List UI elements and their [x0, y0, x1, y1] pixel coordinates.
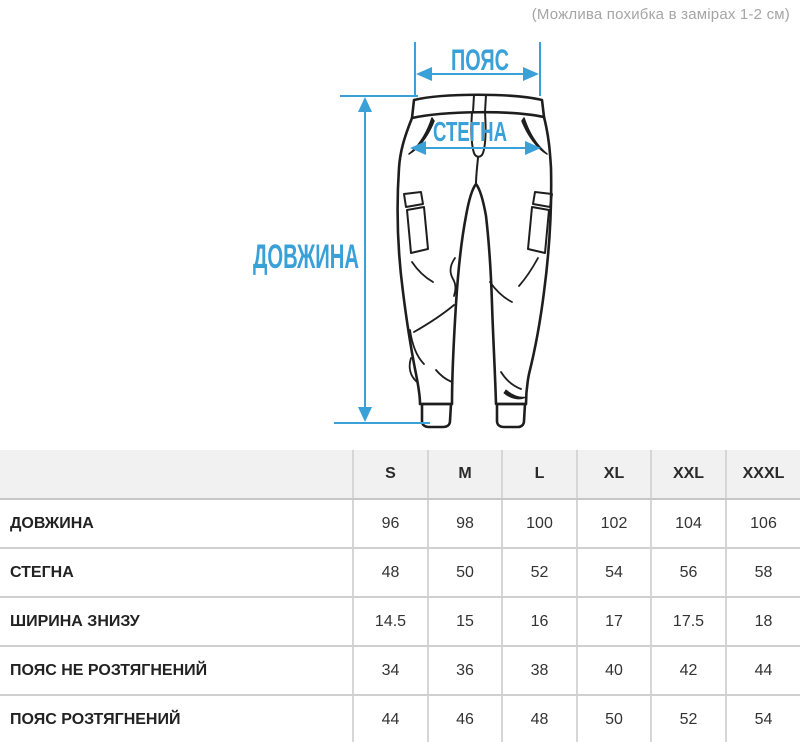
pants-right-cuff [497, 404, 525, 427]
table-row-waist-unstretched [0, 646, 800, 695]
pants-waistband [412, 95, 544, 118]
table-row-hips [0, 548, 800, 597]
value-cell: 36 [428, 646, 502, 695]
row-label-hips: СТЕГНА [0, 548, 353, 597]
size-header-xxl: XXL [651, 450, 726, 499]
table-row-bottom-width [0, 597, 800, 646]
hips-arrowhead-left [410, 141, 426, 155]
value-cell: 34 [353, 646, 428, 695]
size-table [0, 450, 800, 742]
value-cell: 52 [651, 695, 726, 742]
value-cell: 44 [726, 646, 800, 695]
value-cell: 102 [577, 499, 651, 548]
measurement-tolerance-note: (Можлива похибка в замірах 1-2 см) [531, 6, 790, 23]
waist-arrowhead-left [416, 67, 432, 81]
waist-arrowhead-right [523, 67, 539, 81]
length-arrowhead-bottom [358, 407, 372, 422]
hips-arrowhead-right [525, 141, 541, 155]
value-cell: 40 [577, 646, 651, 695]
size-header-m: M [428, 450, 502, 499]
row-label-waist-unstretched: ПОЯС НЕ РОЗТЯГНЕНИЙ [0, 646, 353, 695]
size-header-xl: XL [577, 450, 651, 499]
row-label-length: ДОВЖИНА [0, 499, 353, 548]
value-cell: 14.5 [353, 597, 428, 646]
size-header-xxxl: XXXL [726, 450, 800, 499]
value-cell: 106 [726, 499, 800, 548]
value-cell: 46 [428, 695, 502, 742]
value-cell: 100 [502, 499, 577, 548]
value-cell: 18 [726, 597, 800, 646]
value-cell: 17 [577, 597, 651, 646]
value-cell: 16 [502, 597, 577, 646]
waist-label: ПОЯС [451, 44, 509, 77]
row-label-waist-stretched: ПОЯС РОЗТЯГНЕНИЙ [0, 695, 353, 742]
value-cell: 58 [726, 548, 800, 597]
pants-crease-lines [410, 258, 538, 389]
value-cell: 56 [651, 548, 726, 597]
hips-label: СТЕГНА [433, 116, 507, 147]
value-cell: 54 [577, 548, 651, 597]
size-table-corner-cell [0, 450, 353, 499]
value-cell: 15 [428, 597, 502, 646]
value-cell: 50 [577, 695, 651, 742]
row-label-bottom-width: ШИРИНА ЗНИЗУ [0, 597, 353, 646]
value-cell: 48 [502, 695, 577, 742]
pants-crease-shadow [504, 390, 526, 399]
table-row-length [0, 499, 800, 548]
value-cell: 50 [428, 548, 502, 597]
value-cell: 48 [353, 548, 428, 597]
table-row-waist-stretched [0, 695, 800, 742]
value-cell: 38 [502, 646, 577, 695]
size-header-l: L [502, 450, 577, 499]
value-cell: 96 [353, 499, 428, 548]
value-cell: 17.5 [651, 597, 726, 646]
value-cell: 52 [502, 548, 577, 597]
value-cell: 42 [651, 646, 726, 695]
size-table-header-row [0, 450, 800, 499]
value-cell: 98 [428, 499, 502, 548]
length-arrowhead-top [358, 97, 372, 112]
value-cell: 44 [353, 695, 428, 742]
length-label: ДОВЖИНА [253, 238, 359, 276]
size-header-s: S [353, 450, 428, 499]
value-cell: 54 [726, 695, 800, 742]
value-cell: 104 [651, 499, 726, 548]
pants-left-cargo-pocket [404, 192, 428, 253]
